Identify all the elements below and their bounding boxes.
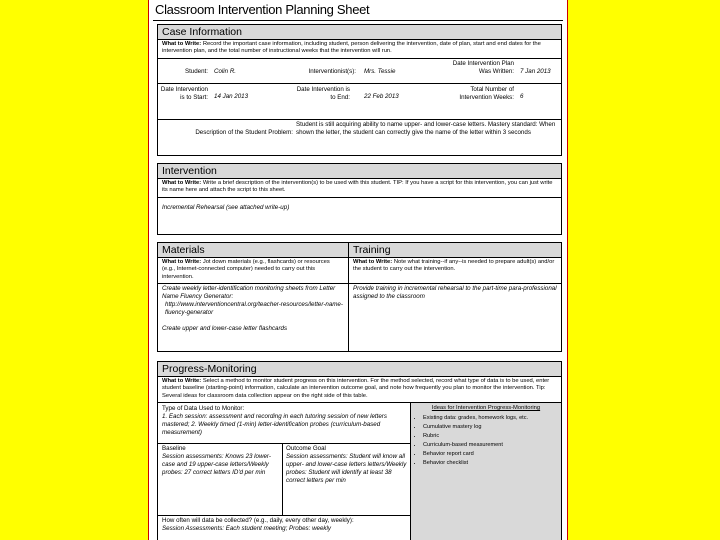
- what-to-write-label: What to Write:: [353, 259, 393, 265]
- what-to-write-text: Record the important case information, including student, person delivering the intervention, date of plan, start and end dates for the intervention plan, and the total number of instructional weeks that the intervention will run.: [162, 41, 541, 55]
- outcome-goal-label: Outcome Goal: [286, 445, 326, 452]
- page-title: Classroom Intervention Planning Sheet: [155, 2, 370, 17]
- idea-item: • Rubric: [423, 432, 561, 440]
- progress-monitoring-instructions: [158, 377, 561, 403]
- case-info-grid: [158, 59, 561, 157]
- what-to-write-text: Note what training--if any--is needed to prepare adult(s) and/or the student to carry out the intervention.: [353, 259, 555, 273]
- what-to-write-text: Write a brief description of the intervention(s) to be used with this student. TIP: If you have a script for this intervention, you can just write its name here and attach the script to this sheet.: [162, 180, 553, 194]
- interventionist-label: Interventionist(s):: [308, 68, 356, 75]
- outcome-goal-block: [286, 445, 408, 485]
- ideas-list: [411, 414, 561, 467]
- progress-grid: [158, 403, 561, 540]
- baseline-label: Baseline: [162, 445, 186, 452]
- what-to-write-text: Select a method to monitor student progress on this intervention. For the method selected, record what type of data is to be used, enter student baseline (starting-point) information, calculate an intervention outcome goal, and note how frequently you plan to monitor the intervention. Tip: Several ideas for classroom data collection appear on the right side of this table.: [162, 378, 550, 399]
- data-type-value: 1. Each session: assessment and recording in each tutoring session of new letters mastered; 2. Weekly timed (1-min) letter-identification probes (curriculum-based measurement): [162, 412, 387, 436]
- student-value: Colin R.: [214, 68, 237, 75]
- training-instructions: [349, 258, 561, 284]
- end-date-value: 22 Feb 2013: [364, 93, 399, 100]
- intervention-section: [157, 163, 562, 235]
- case-information-section: [157, 24, 562, 156]
- materials-value: [158, 284, 348, 334]
- title-divider: [153, 20, 563, 21]
- idea-item: • Behavior checklist: [423, 459, 561, 467]
- what-to-write-text: Jot down materials (e.g., flashcards) or resources (e.g., Internet-connected computer) needed to carry out this intervention.: [162, 259, 330, 280]
- materials-training-section: [157, 242, 562, 352]
- what-to-write-label: What to Write:: [162, 41, 202, 47]
- what-to-write-label: What to Write:: [162, 180, 202, 186]
- outcome-goal-value: Session assessments: Student will know all upper- and lower-case letters letters/Weekly probes: Student will identify at least 38 correct letters per min: [286, 452, 407, 484]
- idea-item: • Behavior report card: [423, 450, 561, 458]
- data-type-label: Type of Data Used to Monitor:: [162, 405, 245, 412]
- progress-monitoring-header: Progress-Monitoring: [158, 362, 561, 377]
- training-column: [349, 243, 561, 302]
- materials-instructions: [158, 258, 348, 284]
- plan-date-label: Date Intervention Plan Was Written:: [452, 60, 514, 75]
- intervention-instructions: [158, 179, 561, 198]
- start-date-label: Date Intervention is to Start:: [160, 86, 208, 101]
- baseline-block: [162, 445, 280, 477]
- case-information-header: Case Information: [158, 25, 561, 40]
- weeks-value: 6: [520, 93, 524, 100]
- intervention-header: Intervention: [158, 164, 561, 179]
- ideas-title: Ideas for Intervention Progress-Monitoring: [431, 405, 541, 411]
- problem-label: Description of the Student Problem:: [195, 129, 293, 136]
- training-value: Provide training in incremental rehearsal to the part-time para-professional assigned to the classroom: [353, 285, 557, 300]
- materials-value-line-2: Create upper and lower-case letter flashcards: [162, 325, 288, 332]
- progress-left-panel: [158, 403, 410, 540]
- frequency-block: [162, 517, 408, 533]
- interventionist-value: Mrs. Tessie: [364, 68, 396, 75]
- planning-sheet: [148, 0, 568, 540]
- what-to-write-label: What to Write:: [162, 378, 202, 384]
- idea-item: • Existing data: grades, homework logs, etc.: [423, 414, 561, 422]
- case-information-instructions: [158, 40, 561, 59]
- plan-date-value: 7 Jan 2013: [520, 68, 551, 75]
- student-label: Student:: [184, 68, 208, 75]
- problem-value: Student is still acquiring ability to name upper- and lower-case letters. Mastery standard: When shown the letter, the student can correctly give the name of the letter within 3 seconds: [296, 121, 556, 136]
- weeks-label: Total Number of Intervention Weeks:: [459, 86, 514, 101]
- end-date-label: Date Intervention is to End:: [296, 86, 350, 101]
- start-date-value: 14 Jan 2013: [214, 93, 249, 100]
- frequency-value: Session Assessments: Each student meeting; Probes: weekly: [162, 524, 331, 532]
- materials-header: Materials: [158, 243, 348, 258]
- what-to-write-label: What to Write:: [162, 259, 202, 265]
- materials-column: [158, 243, 348, 334]
- ideas-panel: [410, 403, 561, 540]
- data-type-block: [162, 405, 406, 437]
- baseline-value: Session assessments: Knows 23 lower-case and 19 upper-case letters/Weekly probes: 27 correct letters ID'd per min: [162, 452, 271, 476]
- idea-item: • Curriculum-based measurement: [423, 441, 561, 449]
- intervention-value: Incremental Rehearsal (see attached write-up): [162, 204, 290, 211]
- materials-url: http://www.interventioncentral.org/teacher-resources/letter-name-fluency-generator: [165, 301, 343, 316]
- frequency-label: How often will data be collected? (e.g., daily, every other day, weekly):: [162, 517, 354, 524]
- materials-value-line-1: Create weekly letter-identification monitoring sheets from Letter Name Fluency Generator:: [162, 285, 336, 300]
- idea-item: • Cumulative mastery log: [423, 423, 561, 431]
- progress-monitoring-section: [157, 361, 562, 540]
- training-header: Training: [349, 243, 561, 258]
